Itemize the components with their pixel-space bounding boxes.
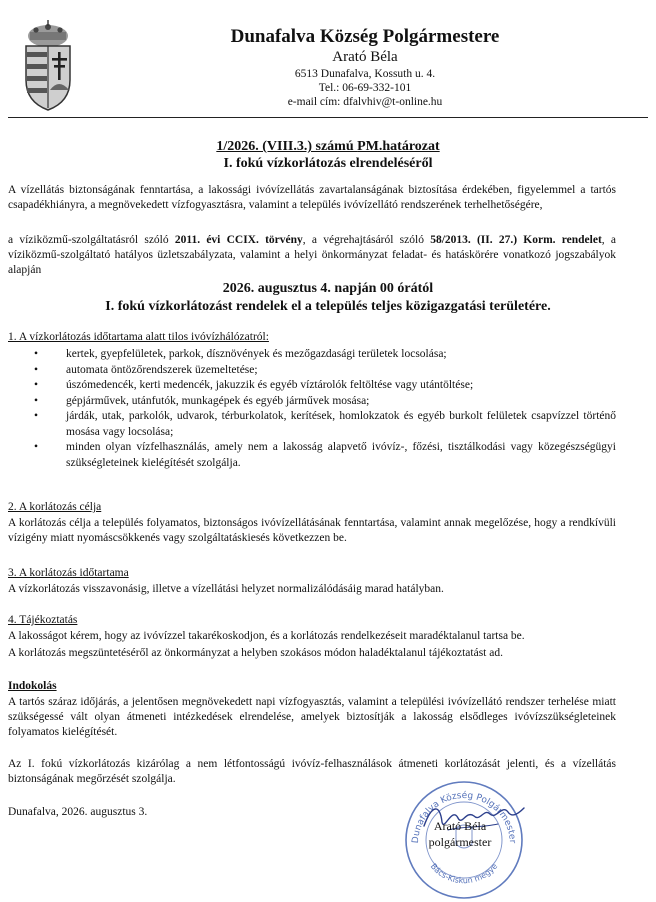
document-number-prefix: 1/2026. (VIII.3.) számú: [216, 139, 358, 154]
preamble-text-a: a víziközmű-szolgáltatásról szóló: [8, 234, 175, 246]
bullet-icon: •: [34, 410, 39, 422]
reasoning-paragraph-1: A tartós száraz időjárás, a jelentősen megnövekedett napi vízfogyasztás, valamint a települési ivóvízellátó rendszer terhelése miatt szükségessé vált olyan átmeneti intézkedések elrendelése, amelyek biztosítják a lakosság elsődleges ivóvízszükségleteinek folyamatos kielégítését.: [8, 696, 616, 738]
bullet-icon: •: [34, 363, 39, 376]
letterhead-email: e-mail cím: dfalvhiv@t-online.hu: [287, 96, 443, 108]
letterhead-name: Arató Béla: [332, 49, 398, 65]
list-item: • minden olyan vízfelhasználás, amely nem a lakosság alapvető ivóvíz-, főzési, tisztálkodási vagy közegészségügyi szükségleteinek kielégítését szolgálja.: [34, 441, 616, 469]
decree-line-2: I. fokú vízkorlátozást rendelek el a település teljes közigazgatási területére.: [105, 299, 551, 314]
section-2-title: 2. A korlátozás célja: [8, 501, 102, 513]
section-2-text: A korlátozás célja a település folyamatos, biztonságos ivóvízellátásának fenntartása, valamint annak megelőzése, hogy a rendkívüli vízigény miatt nyomáscsökkenés vagy szolgáltatáskiesés következzen be.: [8, 517, 616, 544]
document-number: [0, 138, 656, 155]
decree-line-1: 2026. augusztus 4. napján 00 órától: [222, 281, 434, 296]
document-subject: I. fokú vízkorlátozás elrendeléséről: [223, 156, 433, 171]
letterhead-title: Dunafalva Község Polgármestere: [230, 26, 500, 47]
preamble-paragraph-1: A vízellátás biztonságának fenntartása, a lakossági ivóvízellátás zavartalanságának biztosítása érdekében, figyelemmel a tartós csapadékhiányra, a megnövekedett vízfogyasztásra, valamint a település ivóvízellátó rendszerének terhelhetőségére,: [8, 184, 616, 211]
bullet-icon: •: [34, 394, 39, 407]
section-4-line-1: A lakosságot kérem, hogy az ivóvízzel takarékoskodjon, és a korlátozás rendelkezéseit maradéktalanul tartsa be.: [8, 630, 525, 642]
section-3-text: A vízkorlátozás visszavonásig, illetve a vízellátási helyzet normalizálódásáig marad hatályban.: [8, 583, 444, 595]
bullet-icon: •: [34, 348, 39, 360]
section-3-title: 3. A korlátozás időtartama: [8, 567, 129, 579]
stamp-text-bottom: Bács-Kiskun megye: [428, 861, 500, 886]
decree-reference: 58/2013. (II. 27.) Korm. rendelet: [430, 234, 602, 246]
signer-title: polgármester: [428, 835, 492, 849]
stamp-text-top: Dunafalva Község Polgármester: [410, 790, 518, 844]
preamble-paragraph-2: [8, 233, 616, 278]
law-reference: 2011. évi CCIX. törvény: [174, 234, 303, 246]
signer-name: Arató Béla: [433, 819, 487, 833]
letterhead: [120, 26, 610, 109]
bullet-icon: •: [34, 441, 39, 453]
prohibition-list: [8, 347, 616, 471]
list-item: • automata öntözőrendszerek üzemeltetése;: [8, 363, 616, 379]
place-and-date: Dunafalva, 2026. augusztus 3.: [8, 806, 148, 818]
letterhead-phone: Tel.: 06-69-332-101: [318, 82, 412, 94]
bullet-icon: •: [34, 379, 39, 391]
document-heading: [0, 138, 656, 172]
letterhead-address: 6513 Dunafalva, Kossuth u. 4.: [294, 68, 436, 80]
list-item: • gépjárművek, utánfutók, munkagépek és egyéb járművek mosása;: [8, 394, 616, 410]
section-4-line-2: A korlátozás megszüntetéséről az önkormányzat a helyben szokásos módon haladéktalanul tájékoztatást ad.: [8, 647, 503, 659]
reasoning-paragraph-2: Az I. fokú vízkorlátozás kizárólag a nem létfontosságú ivóvíz-felhasználások átmeneti korlátozását jelenti, és a vízellátás biztonságának megőrzését szolgálja.: [8, 758, 616, 785]
section-4-title: 4. Tájékoztatás: [8, 614, 78, 626]
preamble-text-e: , a víziközmű-szolgáltató hatályos üzletszabályzata, valamint a helyi önkormányzat feladat- és hatáskörére vonatkozó jogszabályok alapján: [8, 234, 617, 276]
letterhead-divider: [8, 117, 648, 118]
coat-of-arms-icon: [22, 20, 74, 112]
preamble-text-c: , a végrehajtásáról szóló: [302, 234, 431, 246]
svg-text:Bács-Kiskun megye: [429, 862, 500, 886]
signature-block: [400, 818, 520, 850]
section-1-title: 1. A vízkorlátozás időtartama alatt tilos ivóvízhálózatról:: [8, 331, 269, 343]
list-item: • járdák, utak, parkolók, udvarok, térburkolatok, kerítések, homlokzatok és egyéb burkolt felületek csapvízzel történő mosása vagy locsolása;: [34, 410, 616, 438]
list-item: • kertek, gyepfelületek, parkok, dísznövények és mezőgazdasági területek locsolása;: [8, 347, 616, 363]
reasoning-title: Indokolás: [8, 680, 57, 692]
document-number-type: PM.határozat: [357, 139, 440, 154]
list-item: • úszómedencék, kerti medencék, jakuzzik és egyéb víztárolók feltöltése vagy utántöltése;: [8, 378, 616, 394]
